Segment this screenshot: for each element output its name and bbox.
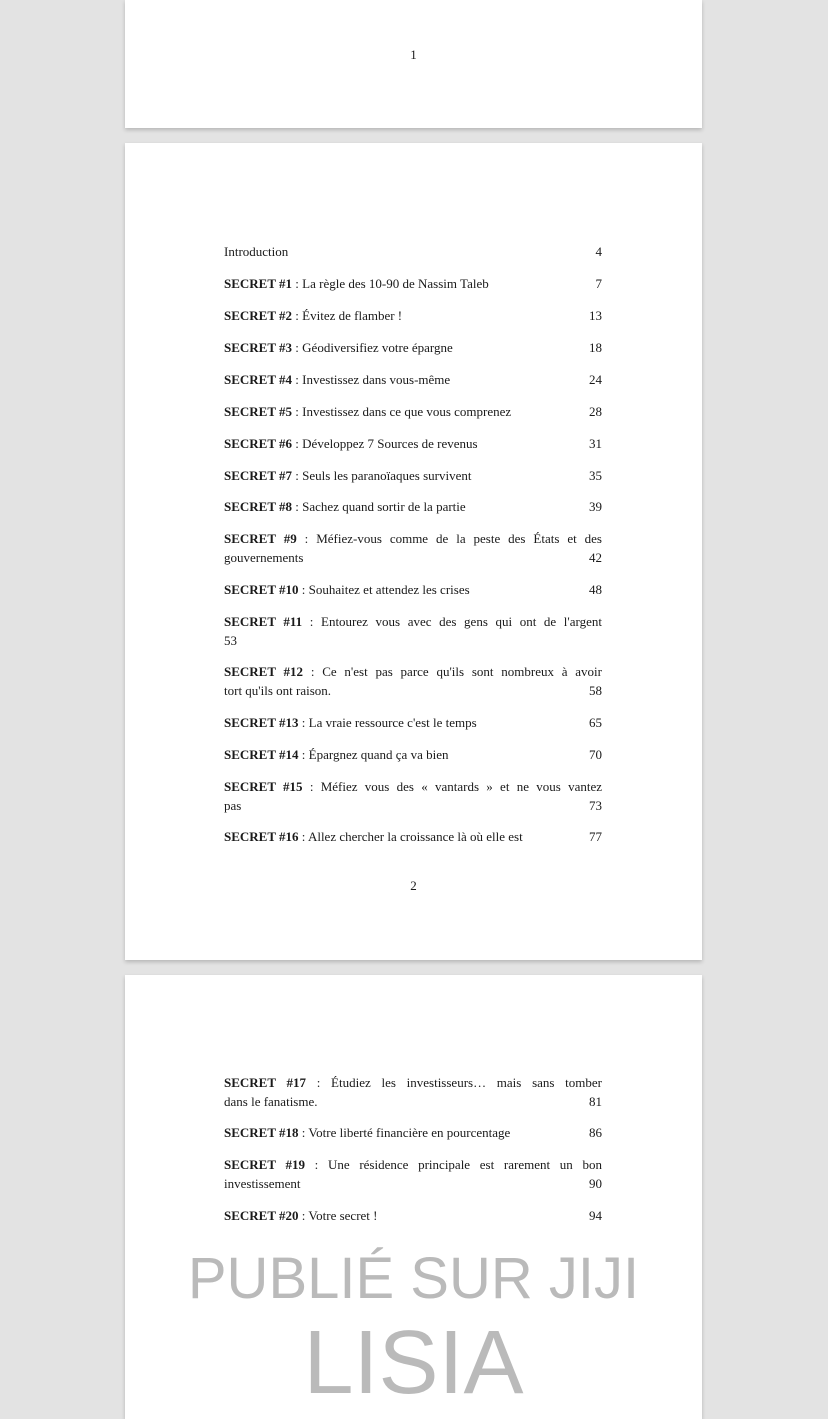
page-1 [125,0,702,128]
toc-label: SECRET #15 [224,779,303,794]
toc-page-number: 24 [589,372,602,387]
toc-label: SECRET #8 [224,499,293,514]
toc-label: SECRET #20 [224,1208,299,1223]
toc-title: : Étudiez les investisseurs… mais sans tomber [306,1075,602,1090]
toc-entry[interactable] [224,370,602,389]
toc-page-number: 7 [595,276,602,291]
toc-title: : Méfiez vous des « vantards » et ne vous vantez [302,779,602,794]
toc-entry[interactable] [224,1206,602,1225]
toc-entry[interactable] [224,1073,602,1111]
toc-label: SECRET #10 [224,582,299,597]
toc-title: : Investissez dans vous-même [292,372,451,387]
toc-title: : La règle des 10-90 de Nassim Taleb [292,276,489,291]
toc-page-number: 65 [589,715,602,730]
toc-entry[interactable] [224,580,602,599]
toc-label: SECRET #1 [224,276,293,291]
toc-label: SECRET #16 [224,829,299,844]
toc-label: SECRET #6 [224,436,293,451]
toc-entry[interactable] [224,497,602,516]
toc-page-number: 18 [589,340,602,355]
toc-entry[interactable] [224,338,602,357]
toc-page-number: 70 [589,747,602,762]
toc-page-number: 31 [589,436,602,451]
toc-entry[interactable] [224,713,602,732]
toc-page-number: 4 [595,244,602,259]
toc-title: : Entourez vous avec des gens qui ont de l'argent [302,614,602,629]
toc-page-number: 77 [589,829,602,844]
toc-entry[interactable] [224,777,602,815]
toc-entry[interactable] [224,1123,602,1142]
toc-title: : Seuls les paranoïaques survivent [292,468,472,483]
toc-entry[interactable] [224,612,602,650]
toc-title: : Sachez quand sortir de la partie [292,499,466,514]
toc-title: : La vraie ressource c'est le temps [298,715,477,730]
toc-label: SECRET #3 [224,340,293,355]
toc-entry[interactable] [224,827,602,846]
page-3 [125,975,702,1419]
toc-entry[interactable] [224,1155,602,1193]
toc-label: SECRET #13 [224,715,299,730]
toc-title: : Géodiversifiez votre épargne [292,340,453,355]
toc-title: : Développez 7 Sources de revenus [292,436,478,451]
toc-label: SECRET #17 [224,1075,307,1090]
page-number: 1 [410,47,417,62]
toc-label: SECRET #2 [224,308,293,323]
toc-title: : Épargnez quand ça va bien [298,747,449,762]
toc-title: : Ce n'est pas parce qu'ils sont nombreux à avoir [303,664,602,679]
toc-page-number: 94 [589,1208,602,1223]
toc-label: SECRET #19 [224,1157,305,1172]
toc-title-continued: investissement [224,1176,301,1191]
watermark-line2: LISIA [303,1313,524,1413]
toc-label: SECRET #18 [224,1125,299,1140]
toc-page-number: 86 [589,1125,602,1140]
toc-entry[interactable] [224,306,602,325]
toc-title: : Votre liberté financière en pourcentage [298,1125,511,1140]
toc-title-continued: gouvernements [224,550,304,565]
toc-title-continued: pas [224,798,242,813]
toc-title: : Méfiez-vous comme de la peste des États et des [296,531,602,546]
toc-entry[interactable] [224,529,602,567]
toc-label: SECRET #12 [224,664,304,679]
page-number: 2 [410,878,417,893]
toc-title: : Investissez dans ce que vous comprenez [292,404,512,419]
toc-entry[interactable] [224,402,602,421]
toc-page-number: 35 [589,468,602,483]
toc-page-number: 53 [224,633,237,648]
toc-title-continued: tort qu'ils ont raison. [224,683,332,698]
toc-page-number: 73 [589,798,602,813]
toc-label: SECRET #14 [224,747,299,762]
toc-page-number: 58 [589,683,602,698]
toc-page-number: 13 [589,308,602,323]
toc-label: SECRET #7 [224,468,293,483]
toc-entry[interactable] [224,274,602,293]
toc-label: SECRET #5 [224,404,293,419]
toc-title: : Souhaitez et attendez les crises [298,582,470,597]
toc-label: SECRET #4 [224,372,293,387]
toc-title: : Une résidence principale est rarement un bon [304,1157,602,1172]
toc-entry[interactable] [224,745,602,764]
toc-entry[interactable] [224,434,602,453]
toc-title-continued: dans le fanatisme. [224,1094,318,1109]
toc-entry[interactable] [224,662,602,700]
toc-entry[interactable] [224,242,602,261]
toc-page-number: 39 [589,499,602,514]
toc-page-number: 48 [589,582,602,597]
toc-page-number: 90 [589,1176,602,1191]
toc-title: : Votre secret ! [298,1208,378,1223]
toc-page-number: 81 [589,1094,602,1109]
watermark-line1: PUBLIÉ SUR JIJI [187,1246,640,1311]
toc-label: SECRET #11 [224,614,303,629]
toc-page-number: 42 [589,550,602,565]
toc-page-number: 28 [589,404,602,419]
toc-title: Introduction [224,244,289,259]
toc-title: : Évitez de flamber ! [292,308,403,323]
toc-title: : Allez chercher la croissance là où elle est [298,829,523,844]
toc-label: SECRET #9 [224,531,297,546]
toc-entry[interactable] [224,466,602,485]
